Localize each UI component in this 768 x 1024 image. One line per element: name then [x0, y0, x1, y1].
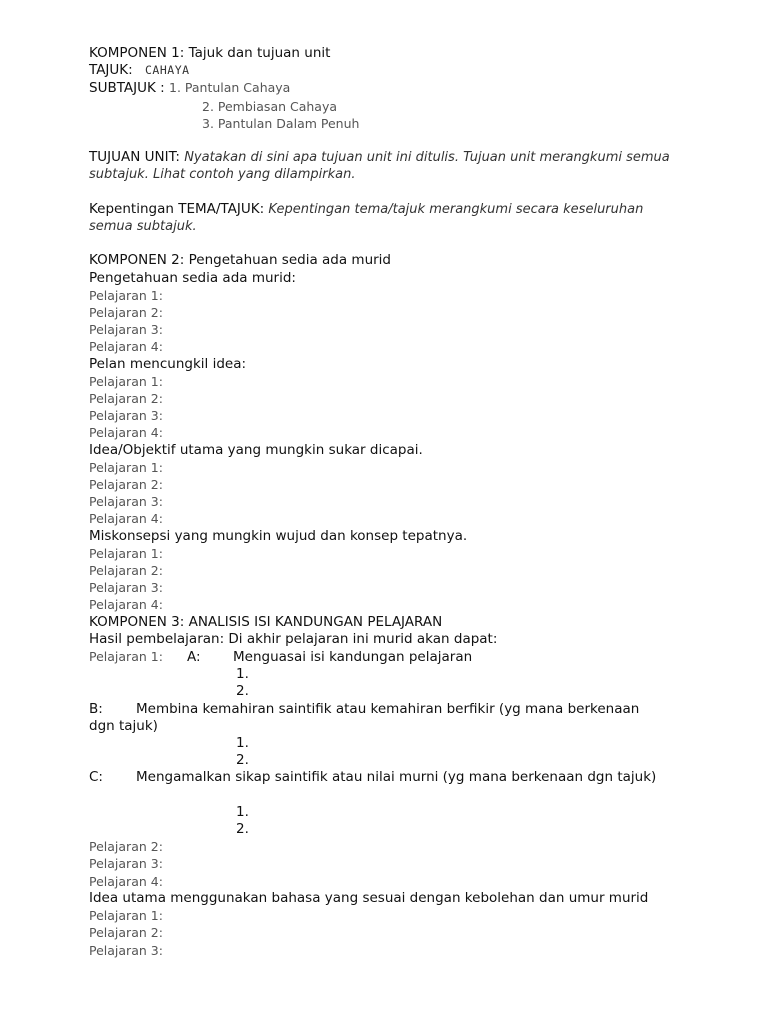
list-item: Pelajaran 2:: [89, 305, 163, 320]
list-item: Pelajaran 1:: [89, 459, 163, 475]
b-item-2: 2.: [236, 752, 249, 769]
list-item: Pelajaran 1:: [89, 908, 163, 924]
c-item-2: 2.: [236, 821, 249, 838]
subtajuk-item-2: 2. Pembiasan Cahaya: [202, 98, 338, 114]
a-label: A:: [187, 649, 201, 666]
list-item: Pelajaran 2:: [89, 391, 163, 407]
list-item: Pelajaran 1:: [89, 287, 163, 303]
a-item-1: 1.: [236, 666, 249, 683]
section-title: Pengetahuan sedia ada murid:: [89, 269, 296, 286]
tujuan-unit: [89, 149, 679, 183]
list-item: Pelajaran 4:: [89, 425, 163, 441]
subtajuk-line: [89, 79, 689, 97]
b-label: B:: [89, 700, 103, 717]
document-page: [89, 45, 689, 959]
list-item: Pelajaran 2:: [89, 925, 163, 941]
c-line: [89, 769, 689, 786]
tajuk-line: [89, 62, 689, 79]
list-item: Pelajaran 4:: [89, 511, 163, 527]
c-item-1: 1.: [236, 803, 249, 820]
list-item: Pelajaran 3:: [89, 856, 163, 872]
section-title: Idea/Objektif utama yang mungkin sukar dicapai.: [89, 441, 423, 458]
list-item: Pelajaran 3:: [89, 494, 163, 510]
a-item-2: 2.: [236, 683, 249, 700]
list-item: Pelajaran 3:: [89, 942, 163, 958]
list-item: Pelajaran 2:: [89, 563, 163, 579]
komponen-3-heading: KOMPONEN 3: ANALISIS ISI KANDUNGAN PELAJARAN: [89, 613, 443, 630]
tajuk-value: CAHAYA: [145, 63, 190, 78]
kepentingan-label: Kepentingan TEMA/TAJUK:: [89, 200, 265, 217]
section-title: Miskonsepsi yang mungkin wujud dan konsep tepatnya.: [89, 527, 468, 544]
b-line: [89, 701, 669, 735]
list-item: Pelajaran 4:: [89, 597, 163, 613]
c-text: Mengamalkan sikap saintifik atau nilai murni (yg mana berkenaan dgn tajuk): [136, 769, 657, 786]
tujuan-text: Nyatakan di sini apa tujuan unit ini ditulis. Tujuan unit merangkumi semua subtajuk. Lihat contoh yang dilampirkan.: [89, 150, 670, 183]
list-item: Pelajaran 3:: [89, 322, 163, 338]
kepentingan-tema: [89, 201, 689, 235]
pelajaran-1-label: Pelajaran 1:: [89, 649, 163, 665]
komponen-2-heading: KOMPONEN 2: Pengetahuan sedia ada murid: [89, 252, 392, 269]
tujuan-label: TUJUAN UNIT:: [89, 149, 180, 166]
subtajuk-item-3: 3. Pantulan Dalam Penuh: [202, 115, 360, 131]
hasil-pembelajaran: Hasil pembelajaran: Di akhir pelajaran ini murid akan dapat:: [89, 630, 498, 647]
list-item: Pelajaran 1:: [89, 373, 163, 389]
list-item: Pelajaran 2:: [89, 477, 163, 493]
a-text: Menguasai isi kandungan pelajaran: [233, 649, 473, 666]
b-item-1: 1.: [236, 735, 249, 752]
section-title: Pelan mencungkil idea:: [89, 355, 247, 372]
b-text: Membina kemahiran saintifik atau kemahiran berfikir (yg mana berkenaan dgn tajuk): [89, 700, 640, 734]
c-label: C:: [89, 769, 103, 786]
tajuk-label: TAJUK:: [89, 62, 133, 79]
list-item: Pelajaran 1:: [89, 545, 163, 561]
pelajaran-1-a-line: [89, 648, 689, 666]
list-item: Pelajaran 2:: [89, 839, 163, 855]
komponen-1-heading: KOMPONEN 1: Tajuk dan tujuan unit: [89, 45, 331, 61]
list-item: Pelajaran 3:: [89, 580, 163, 596]
kepentingan-text: Kepentingan tema/tajuk merangkumi secara keseluruhan semua subtajuk.: [89, 201, 644, 234]
list-item: Pelajaran 3:: [89, 408, 163, 424]
list-item: Pelajaran 4:: [89, 873, 163, 889]
subtajuk-item-1: 1. Pantulan Cahaya: [169, 80, 291, 96]
idea-utama-title: Idea utama menggunakan bahasa yang sesuai dengan kebolehan dan umur murid: [89, 889, 649, 906]
subtajuk-label: SUBTAJUK :: [89, 80, 165, 97]
list-item: Pelajaran 4:: [89, 339, 163, 355]
